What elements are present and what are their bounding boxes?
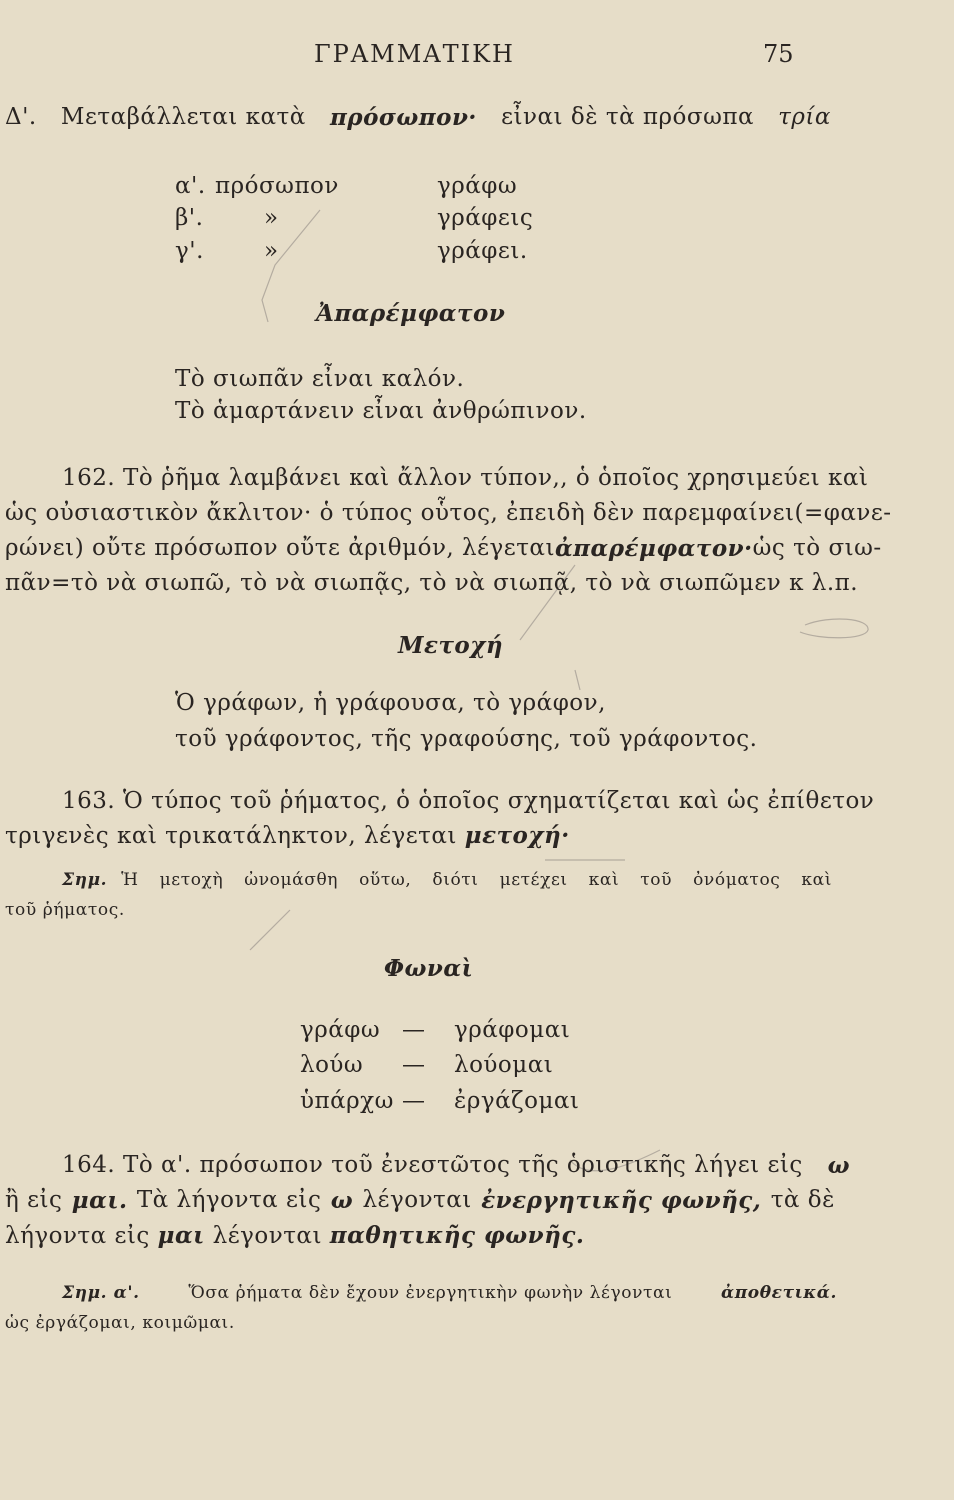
- p164-passive-voice: παθητικῆς φωνῆς.: [329, 1222, 585, 1249]
- p164-line2-c: λέγονται: [362, 1187, 472, 1213]
- p162-line3-b: ὡς τὸ σιω-: [752, 535, 882, 561]
- p164-line2-b: Τὰ λήγοντα εἰς: [136, 1187, 322, 1213]
- p164-ending-mai: μαι.: [71, 1187, 128, 1214]
- voice-dash: —: [402, 1017, 426, 1043]
- person-num: γ'.: [175, 238, 204, 264]
- pencil-stroke-6: [250, 910, 290, 950]
- voice-dash: —: [402, 1088, 426, 1114]
- p164-note-line2: ὡς ἐργάζομαι, κοιμῶμαι.: [5, 1313, 235, 1333]
- p163-line2: [5, 822, 570, 849]
- person-label: »: [264, 205, 279, 231]
- p162-line2: ὡς οὐσιαστικὸν ἄκλιτον· ὁ τύπος οὗτος, ἐπειδὴ δὲν παρεμφαίνει(=φανε-: [5, 500, 892, 526]
- voice-passive: ἐργάζομαι: [454, 1088, 580, 1114]
- participle-line1: Ὁ γράφων, ἡ γράφουσα, τὸ γράφον,: [175, 690, 606, 716]
- voice-active: λούω: [300, 1052, 364, 1078]
- delta-text-b: εἶναι δὲ τὰ πρόσωπα: [501, 104, 755, 130]
- participle-line2: τοῦ γράφοντος, τῆς γραφούσης, τοῦ γράφοντος.: [175, 726, 758, 752]
- p162-line1: 162. Τὸ ῥῆμα λαμβάνει καὶ ἄλλον τύπον,, ὁ ὁποῖος χρησιμεύει καὶ: [62, 465, 869, 491]
- p163-line2-a: τριγενὲς καὶ τρικατάληκτον, λέγεται: [5, 823, 457, 849]
- delta-text-c: τρία: [778, 104, 831, 130]
- voice-dash: —: [402, 1052, 426, 1078]
- delta-emph: πρόσωπον·: [329, 104, 477, 131]
- p163-term: μετοχή·: [464, 822, 570, 849]
- delta-text-a: Μεταβάλλεται κατὰ: [60, 104, 306, 130]
- pencil-stroke-4: [575, 670, 580, 690]
- voice-passive: γράφομαι: [454, 1017, 571, 1043]
- p163-note-line1: [62, 870, 832, 890]
- p164-line2-d: τὰ δὲ: [770, 1187, 835, 1213]
- p164-note-term: ἀποθετικά.: [721, 1283, 837, 1303]
- p162-line3: [5, 535, 882, 562]
- infinitive-example: Τὸ ἁμαρτάνειν εἶναι ἀνθρώπινον.: [175, 398, 587, 424]
- p164-line3-a: λήγοντα εἰς: [5, 1223, 150, 1249]
- p164-note-text: Ὅσα ῥήματα δὲν ἔχουν ἐνεργητικὴν φωνὴν λέγονται: [188, 1283, 673, 1303]
- person-label: πρόσωπον: [215, 173, 339, 199]
- person-num: β'.: [175, 205, 204, 231]
- p162-line3-a: ρώνει) οὔτε πρόσωπον οὔτε ἀριθμόν, λέγεται: [5, 535, 555, 561]
- page-number: 75: [763, 40, 794, 68]
- p164-line2: [5, 1187, 835, 1214]
- voice-active: γράφω: [300, 1017, 381, 1043]
- note-label: Σημ.: [62, 870, 108, 890]
- running-head: ΓΡΑΜΜΑΤΙΚΗ: [314, 40, 515, 68]
- p162-line4: πᾶν=τὸ νὰ σιωπῶ, τὸ νὰ σιωπᾷς, τὸ νὰ σιωπᾷ, τὸ νὰ σιωπῶμεν κ λ.π.: [5, 570, 859, 596]
- delta-label: Δ'.: [5, 104, 37, 130]
- person-num: α'.: [175, 173, 206, 199]
- note-label: Σημ. α'.: [62, 1283, 140, 1303]
- p164-line2-a: ἢ εἰς: [5, 1187, 63, 1213]
- p164-line1: [62, 1152, 850, 1179]
- p164-ending-w: ω: [827, 1152, 850, 1179]
- voice-active: ὑπάρχω: [300, 1088, 394, 1114]
- participle-heading: Μετοχή: [398, 632, 504, 659]
- p164-line1-a: 164. Τὸ α'. πρόσωπον τοῦ ἐνεστῶτος τῆς ὁριστικῆς λήγει εἰς: [62, 1152, 803, 1178]
- voice-passive: λούομαι: [454, 1052, 554, 1078]
- infinitive-example: Τὸ σιωπᾶν εἶναι καλόν.: [175, 366, 465, 392]
- p163-line1: 163. Ὁ τύπος τοῦ ῥήματος, ὁ ὁποῖος σχηματίζεται καὶ ὡς ἐπίθετον: [62, 788, 875, 814]
- person-form: γράφεις: [437, 205, 534, 231]
- person-form: γράφω: [437, 173, 518, 199]
- p163-note-text: Ἡ μετοχὴ ὠνομάσθη οὕτω, διότι μετέχει καὶ τοῦ ὀνόματος καὶ: [121, 870, 832, 890]
- p164-line3: [5, 1222, 584, 1249]
- pencil-stroke-3: [800, 619, 868, 638]
- p164-note-line1: [62, 1283, 837, 1303]
- p164-ending-w2: ω: [330, 1187, 354, 1214]
- p162-term: ἀπαρέμφατον·: [554, 535, 753, 562]
- delta-line: [5, 104, 831, 131]
- p164-active-voice: ἐνεργητικῆς φωνῆς,: [481, 1187, 762, 1214]
- person-label: »: [264, 238, 279, 264]
- person-form: γράφει.: [437, 238, 528, 264]
- p164-line3-b: λέγονται: [212, 1223, 322, 1249]
- p164-ending-mai2: μαι: [157, 1222, 205, 1249]
- voices-heading: Φωναὶ: [384, 955, 474, 982]
- infinitive-heading: Ἀπαρέμφατον: [316, 300, 506, 327]
- p163-note-line2: τοῦ ῥήματος.: [5, 900, 125, 920]
